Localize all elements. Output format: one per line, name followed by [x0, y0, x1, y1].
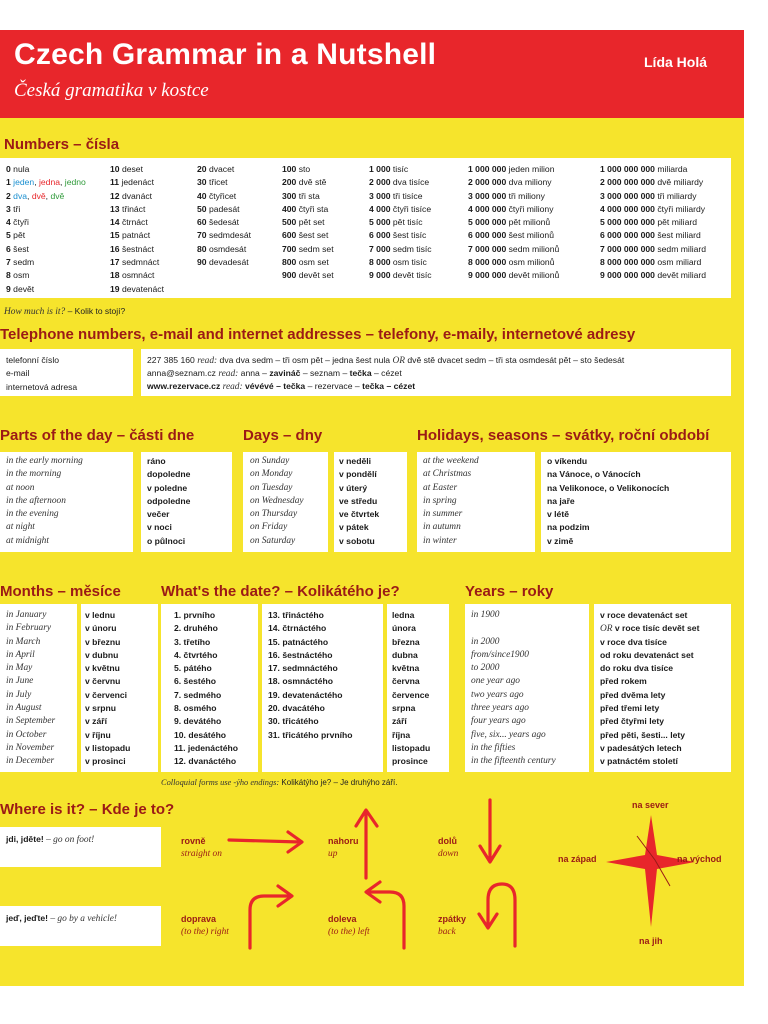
number-row: 4 000 000 čtyři miliony [468, 203, 554, 214]
doleva-label: doleva [328, 914, 357, 924]
number-row: 100 sto [282, 164, 311, 174]
number-row: 16 šestnáct [110, 243, 154, 254]
list-item: 31. třicátého prvního [268, 729, 353, 740]
list-item: 12. dvanáctého [174, 756, 237, 767]
number-row: 9 000 000 000 devět miliard [600, 270, 707, 281]
number-row: 500 pět set [282, 217, 325, 228]
number-row: 6 000 šest tisíc [369, 230, 427, 241]
number-row: 10 deset [110, 164, 143, 174]
list-item: in 2000 [471, 636, 500, 647]
number-row: 50 padesát [197, 203, 240, 214]
zpatky-label: zpátky [438, 914, 467, 924]
number-row: 700 sedm set [282, 243, 334, 254]
list-item: in May [6, 663, 33, 674]
number-row: 17 sedmnáct [110, 257, 160, 268]
numbers-heading: Numbers – čísla [4, 136, 120, 153]
number-row: 1 000 000 000 miliarda [600, 164, 688, 174]
list-item: internetová adresa [6, 381, 78, 392]
holidays-heading: Holidays, seasons – svátky, roční období [417, 427, 710, 444]
number-row: 3 tři [6, 203, 21, 214]
colloquial-note: Colloquial forms use -ýho endings: Kolikátýho je? – Je druhýho září. [161, 778, 398, 787]
list-item: v prosinci [85, 756, 126, 767]
list-item: 9. devátého [174, 716, 222, 727]
number-row: 6 šest [6, 243, 29, 254]
page-subtitle: Česká gramatika v kostce [14, 80, 209, 101]
compass-south: na jih [639, 936, 663, 946]
number-row: 800 osm set [282, 257, 329, 268]
list-item: on Thursday [250, 509, 298, 520]
number-row: 18 osmnáct [110, 270, 155, 281]
go-on-foot: jdi, jděte! – go on foot! [6, 834, 95, 845]
number-row: 0 nula [6, 164, 30, 174]
number-row: 300 tři sta [282, 190, 320, 201]
number-row: 5 pět [6, 230, 26, 241]
telephone-heading: Telephone numbers, e-mail and internet addresses – telefony, e-maily, internetové adresy [0, 326, 636, 343]
list-item: v neděli [339, 456, 371, 466]
list-item: před dvěma lety [600, 689, 666, 700]
arrow-up-icon [356, 810, 377, 878]
author-name: Lída Holá [644, 54, 708, 70]
list-item: října [392, 729, 411, 740]
arrow-u-turn-icon [479, 884, 515, 946]
list-item: in summer [423, 509, 463, 520]
number-row: 200 dvě stě [282, 177, 327, 188]
number-row: 4 000 čtyři tisíce [369, 203, 432, 214]
list-item: listopadu [392, 742, 431, 753]
list-item: 6. šestého [174, 676, 217, 687]
dolu-translation: down [438, 849, 459, 859]
list-item: three years ago [471, 703, 529, 714]
list-item: o půlnoci [147, 535, 186, 546]
number-row: 70 sedmdesát [197, 230, 251, 241]
number-row: 7 000 000 sedm milionů [468, 243, 560, 254]
list-item: v dubnu [85, 649, 119, 660]
list-item: července [392, 689, 430, 700]
list-item: in the early morning [6, 456, 83, 466]
list-item: telefonní číslo [6, 355, 60, 365]
number-row: 2 000 dva tisíce [369, 177, 430, 188]
list-item: v sobotu [339, 535, 375, 546]
list-item: on Tuesday [250, 482, 293, 493]
list-item: odpoledne [147, 495, 191, 506]
phone-example: 227 385 160 read: dva dva sedm – tři osm pět – jedna šest nula OR dvě stě dvacet sedm – tři sta osmdesát pět – sto šedesát [147, 355, 625, 366]
list-item: 14. čtrnáctého [268, 623, 327, 634]
number-row: 12 dvanáct [110, 190, 153, 201]
number-row: 600 šest set [282, 230, 329, 241]
list-item: před rokem [600, 676, 647, 687]
list-item: v pondělí [339, 469, 377, 480]
list-item: 30. třicátého [268, 716, 319, 727]
list-item: dubna [392, 649, 418, 660]
list-item: večer [147, 509, 170, 520]
list-item: to 2000 [471, 663, 500, 674]
number-row: 80 osmdesát [197, 243, 247, 254]
list-item: v patnáctém století [600, 756, 678, 767]
list-item: five, six... years ago [471, 729, 546, 740]
number-row: 8 000 000 000 osm miliard [600, 257, 702, 268]
number-row: 3 000 000 000 tři miliardy [600, 190, 697, 201]
list-item: května [392, 663, 420, 674]
list-item: on Friday [250, 522, 288, 533]
arrow-turn-left-icon [366, 882, 404, 948]
number-row: 90 devadesát [197, 257, 249, 268]
list-item: 16. šestnáctého [268, 649, 333, 660]
list-item: two years ago [471, 689, 524, 700]
number-row: 2 000 000 000 dvě miliardy [600, 177, 704, 188]
list-item: in the morning [6, 469, 62, 480]
list-item: 18. osmnáctého [268, 676, 333, 687]
number-row: 11 jedenáct [110, 177, 154, 188]
arrow-turn-right-icon [250, 886, 292, 948]
list-item: 11. jedenáctého [174, 742, 239, 753]
list-item: před pěti, šesti... lety [600, 729, 686, 740]
list-item: four years ago [471, 716, 526, 727]
list-item: srpna [392, 703, 416, 714]
number-row: 7 sedm [6, 257, 35, 268]
list-item: června [392, 676, 420, 687]
list-item: in June [6, 676, 34, 687]
list-item: září [392, 716, 407, 727]
number-row: 9 devět [6, 283, 35, 294]
list-item: in 1900 [471, 610, 500, 620]
list-item: in December [6, 756, 55, 767]
years-heading: Years – roky [465, 583, 554, 600]
list-item: 10. desátého [174, 729, 227, 740]
number-row: 19 devatenáct [110, 283, 164, 294]
page-title: Czech Grammar in a Nutshell [14, 38, 437, 71]
number-row: 2 dva, dvě, dvě [6, 190, 65, 201]
number-row: 5 000 000 pět milionů [468, 217, 551, 228]
list-item: 20. dvacátého [268, 703, 325, 714]
number-row: 5 000 pět tisíc [369, 217, 423, 228]
list-item: 17. sedmnáctého [268, 663, 338, 674]
list-item: on Sunday [250, 456, 290, 466]
compass-west: na západ [558, 854, 597, 864]
list-item: in November [6, 742, 55, 753]
list-item: 15. patnáctého [268, 636, 329, 647]
list-item: v roce devatenáct set [600, 610, 688, 620]
doprava-label: doprava [181, 914, 217, 924]
list-item: in the fifties [471, 742, 516, 753]
doprava-translation: (to the) right [181, 927, 229, 937]
nahoru-label: nahoru [328, 836, 359, 846]
list-item: in July [6, 689, 32, 700]
doleva-translation: (to the) left [328, 927, 370, 937]
list-item: in January [6, 610, 47, 620]
list-item: v úterý [339, 482, 368, 493]
list-item: dopoledne [147, 469, 191, 480]
number-row: 8 000 osm tisíc [369, 257, 427, 268]
number-row: 15 patnáct [110, 230, 151, 241]
list-item: in February [6, 623, 52, 634]
list-item: v roce dva tisíce [600, 636, 667, 647]
number-row: 3 000 000 tři miliony [468, 190, 545, 201]
list-item: at Christmas [423, 469, 472, 480]
list-item: na Vánoce, o Vánocích [547, 469, 641, 480]
list-item: on Wednesday [250, 495, 304, 506]
nahoru-translation: up [328, 849, 338, 859]
list-item: v červnu [85, 676, 121, 687]
compass-icon [606, 815, 695, 927]
list-item: on Monday [250, 469, 293, 480]
number-row: 8 000 000 osm milionů [468, 257, 555, 268]
number-row: 900 devět set [282, 270, 334, 281]
list-item: v zimě [547, 535, 574, 546]
list-item: v létě [547, 509, 569, 520]
list-item: v pátek [339, 522, 369, 533]
number-row: 3 000 tři tisíce [369, 190, 423, 201]
list-item: na Velikonoce, o Velikonocích [547, 482, 670, 493]
list-item: in August [6, 703, 42, 714]
list-item: ráno [147, 456, 166, 466]
list-item: v srpnu [85, 703, 117, 714]
list-item: února [392, 623, 416, 634]
list-item: in spring [423, 495, 457, 506]
number-row: 7 000 000 000 sedm miliard [600, 243, 707, 254]
list-item: v únoru [85, 623, 117, 634]
list-item: in April [6, 649, 35, 660]
where-heading: Where is it? – Kde je to? [0, 801, 175, 818]
compass-east: na východ [677, 854, 722, 864]
list-item: on Saturday [250, 535, 296, 546]
list-item: in the fifteenth century [471, 756, 556, 767]
list-item: prosince [392, 756, 428, 767]
list-item: o víkendu [547, 456, 588, 466]
list-item: v červenci [85, 689, 128, 700]
list-item: v květnu [85, 663, 120, 674]
arrow-right-icon [229, 832, 302, 852]
list-item: 19. devatenáctého [268, 689, 343, 700]
list-item: 5. pátého [174, 663, 212, 674]
date-heading: What's the date? – Kolikátého je? [161, 583, 400, 600]
number-row: 60 šedesát [197, 217, 240, 228]
list-item: at night [6, 522, 35, 533]
list-item: 13. třináctého [268, 610, 324, 620]
dolu-label: dolů [438, 836, 457, 846]
number-row: 9 000 000 devět milionů [468, 270, 560, 281]
list-item: in October [6, 729, 47, 740]
rovne-translation: straight on [181, 849, 222, 859]
list-item: 8. osmého [174, 703, 217, 714]
list-item: v padesátých letech [600, 742, 682, 753]
list-item: v lednu [85, 610, 116, 620]
list-item: března [392, 636, 420, 647]
list-item: one year ago [471, 676, 520, 687]
number-row: 1 000 tisíc [369, 164, 409, 174]
number-row: 400 čtyři sta [282, 203, 329, 214]
number-row: 7 000 sedm tisíc [369, 243, 432, 254]
list-item: in the evening [6, 509, 59, 520]
number-row: 4 čtyři [6, 217, 29, 228]
list-item: at the weekend [423, 456, 479, 466]
list-item: OR v roce tisíc devět set [600, 623, 700, 635]
list-item: at noon [6, 482, 35, 493]
list-item: 1. prvního [174, 610, 216, 620]
email-example: anna@seznam.cz read: anna – zavináč – seznam – tečka – cézet [147, 368, 402, 379]
web-example: www.rezervace.cz read: vévévé – tečka – rezervace – tečka – cézet [147, 381, 416, 392]
list-item: ve čtvrtek [339, 509, 380, 520]
number-row: 4 000 000 000 čtyři miliardy [600, 203, 706, 214]
number-row: 30 třicet [197, 177, 228, 188]
months-heading: Months – měsíce [0, 583, 121, 600]
zpatky-translation: back [438, 927, 456, 937]
list-item: v březnu [85, 636, 121, 647]
list-item: in autumn [423, 522, 461, 533]
list-item: 2. druhého [174, 623, 218, 634]
list-item: v říjnu [85, 729, 111, 740]
list-item: from/since1900 [471, 649, 529, 660]
list-item: v poledne [147, 482, 188, 493]
list-item: v září [85, 716, 107, 727]
list-item: e-mail [6, 368, 30, 379]
list-item: na podzim [547, 522, 590, 533]
list-item: in winter [423, 535, 457, 546]
list-item: in March [6, 636, 41, 647]
number-row: 6 000 000 šest milionů [468, 230, 554, 241]
list-item: 7. sedmého [174, 689, 222, 700]
list-item: in September [6, 716, 56, 727]
list-item: od roku devatenáct set [600, 649, 694, 660]
list-item: in the afternoon [6, 495, 66, 506]
list-item: ledna [392, 610, 415, 620]
list-item: před čtyřmi lety [600, 716, 664, 727]
compass-north: na sever [632, 800, 669, 810]
number-row: 1 jeden, jedna, jedno [6, 177, 86, 188]
list-item: před třemi lety [600, 703, 660, 714]
list-item: 4. čtvrtého [174, 649, 218, 660]
go-by-vehicle: jeď, jeďte! – go by a vehicle! [6, 913, 117, 924]
list-item: v listopadu [85, 742, 131, 753]
price-question: How much is it? – Kolik to stojí? [4, 306, 126, 317]
number-row: 40 čtyřicet [197, 190, 237, 201]
number-row: 6 000 000 000 šest miliard [600, 230, 701, 241]
number-row: 13 třináct [110, 203, 146, 214]
rovne-label: rovně [181, 836, 206, 846]
number-row: 5 000 000 000 pět miliard [600, 217, 697, 228]
list-item: at midnight [6, 535, 49, 546]
parts-of-day-heading: Parts of the day – části dne [0, 427, 195, 444]
list-item: v noci [147, 522, 172, 533]
list-item: ve středu [339, 495, 378, 506]
number-row: 14 čtrnáct [110, 217, 148, 228]
days-heading: Days – dny [243, 427, 323, 444]
list-item: 3. třetího [174, 636, 211, 647]
number-row: 8 osm [6, 270, 30, 281]
list-item: na jaře [547, 495, 575, 506]
number-row: 1 000 000 jeden milion [468, 164, 555, 174]
number-row: 20 dvacet [197, 164, 235, 174]
number-row: 9 000 devět tisíc [369, 270, 432, 281]
list-item: do roku dva tisíce [600, 663, 674, 674]
number-row: 2 000 000 dva miliony [468, 177, 552, 188]
list-item: at Easter [423, 482, 458, 493]
arrow-down-icon [480, 800, 500, 862]
